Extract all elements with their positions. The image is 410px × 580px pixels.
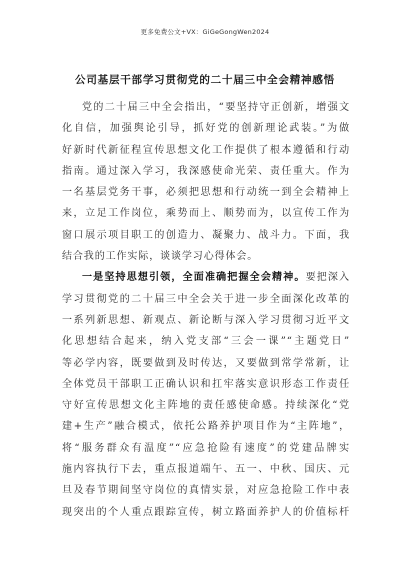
paragraph-line: 守好宣传思想文化主阵地的责任感使命感。持续深化“党: [62, 400, 350, 412]
document-title: 公司基层干部学习贯彻党的二十届三中全会精神感悟: [75, 74, 335, 86]
paragraph-line: 化思想结合起来，纳入党支部“三会一课”“主题党日”: [62, 336, 350, 348]
paragraph-line: [62, 267, 350, 288]
paragraph-2: [62, 267, 350, 523]
paragraph-line: 化自信，加强舆论引导，抓好党的创新理论武装。”为做: [62, 123, 350, 135]
paragraph-line: 现突出的个人重点跟踪宣传，树立路面养护人的价值标杆: [62, 506, 350, 518]
header-note: 更多免费公文+VX：GiGeGongWen2024: [140, 28, 270, 36]
paragraph-line: 施内容执行下去，重点报道端午、五一、中秋、国庆、元: [62, 464, 350, 476]
paragraph-line: 学习贯彻党的二十届三中全会关于进一步全面深化改革的: [62, 293, 350, 305]
section-heading: 一是坚持思想引领，全面准确把握全会精神。: [82, 272, 306, 284]
paragraph-line: 一系列新思想、新观点、新论断与深入学习贯彻习近平文: [62, 314, 350, 326]
paragraph-line: 等必学内容，既要做到及时传达，又要做到常学常新，让: [62, 357, 350, 369]
paragraph-line: 来，立足工作岗位，乘势而上、顺势而为，以宣传工作为: [62, 208, 350, 220]
paragraph-line: 指南。通过深入学习，我深感使命光荣、责任重大。作为: [62, 165, 350, 177]
paragraph-line: 结合我的工作实际，谈谈学习心得体会。: [62, 251, 259, 263]
paragraph-line: 全体党员干部职工正确认识和扛牢落实意识形态工作责任: [62, 378, 350, 390]
paragraph-line: 窗口展示项目职工的创造力、凝聚力、战斗力。下面，我: [62, 229, 350, 241]
document-body: [62, 97, 350, 523]
paragraph-line: 党的二十届三中全会指出，“要坚持守正创新，增强文: [82, 102, 350, 113]
paragraph-text: 要把深入: [305, 272, 350, 284]
paragraph-line: 好新时代新征程宣传思想文化工作提供了根本遵循和行动: [62, 144, 350, 156]
paragraph-line: 一名基层党务干事，必须把思想和行动统一到全会精神上: [62, 187, 350, 199]
paragraph-line: 将“服务群众有温度”“应急抢险有速度”的党建品牌实: [62, 442, 350, 454]
paragraph-1: [62, 97, 350, 267]
paragraph-line: 建+生产”融合模式，依托公路养护项目作为“主阵地”，: [62, 421, 350, 433]
paragraph-line: 旦及春节期间坚守岗位的真情实景，对应急抢险工作中表: [62, 485, 350, 497]
